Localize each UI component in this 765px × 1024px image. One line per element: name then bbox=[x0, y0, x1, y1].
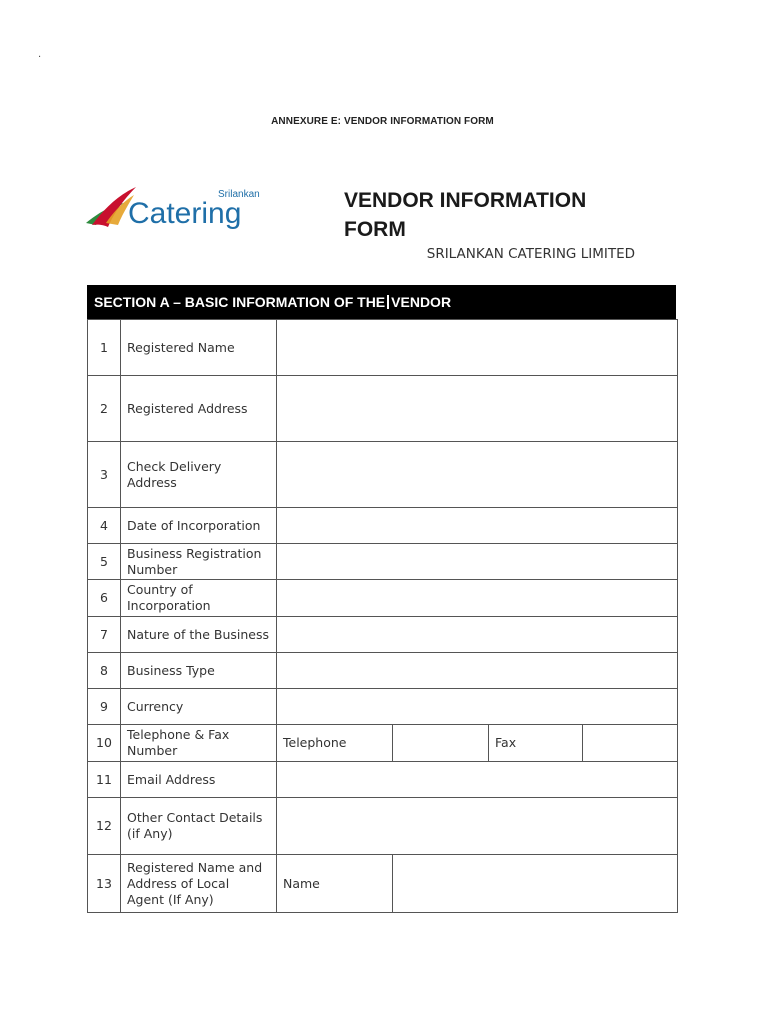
logo-small-text: Srilankan bbox=[218, 189, 260, 200]
agent-name-field[interactable] bbox=[393, 855, 678, 913]
business-type-field[interactable] bbox=[277, 653, 678, 689]
check-delivery-address-field[interactable] bbox=[277, 442, 678, 508]
email-address-field[interactable] bbox=[277, 762, 678, 798]
table-row bbox=[88, 798, 678, 855]
section-a-header bbox=[87, 285, 676, 319]
table-row bbox=[88, 442, 678, 508]
row-number: 9 bbox=[88, 689, 121, 725]
company-name: SRILANKAN CATERING LIMITED bbox=[426, 246, 635, 262]
page-mark: · bbox=[38, 52, 42, 63]
row-label: Check Delivery Address bbox=[121, 442, 277, 508]
row-number: 10 bbox=[88, 725, 121, 762]
currency-field[interactable] bbox=[277, 689, 678, 725]
registered-name-field[interactable] bbox=[277, 320, 678, 376]
row-label: Other Contact Details (if Any) bbox=[121, 798, 277, 855]
fax-label: Fax bbox=[489, 725, 583, 762]
form-title bbox=[344, 186, 624, 244]
business-registration-number-field[interactable] bbox=[277, 544, 678, 580]
other-contact-details-field[interactable] bbox=[277, 798, 678, 855]
table-row bbox=[88, 320, 678, 376]
row-number: 12 bbox=[88, 798, 121, 855]
row-label: Registered Name and Address of Local Agent (If Any) bbox=[121, 855, 277, 913]
table-row bbox=[88, 544, 678, 580]
row-number: 6 bbox=[88, 580, 121, 617]
row-label: Nature of the Business bbox=[121, 617, 277, 653]
row-label: Date of Incorporation bbox=[121, 508, 277, 544]
row-label: Email Address bbox=[121, 762, 277, 798]
row-number: 13 bbox=[88, 855, 121, 913]
registered-address-field[interactable] bbox=[277, 376, 678, 442]
row-label: Country of Incorporation bbox=[121, 580, 277, 617]
section-a-title-part1: SECTION A – BASIC INFORMATION OF THE bbox=[94, 294, 386, 310]
row-number: 3 bbox=[88, 442, 121, 508]
row-number: 11 bbox=[88, 762, 121, 798]
row-label: Currency bbox=[121, 689, 277, 725]
telephone-label: Telephone bbox=[277, 725, 393, 762]
vendor-info-table bbox=[87, 319, 678, 913]
table-row bbox=[88, 617, 678, 653]
srilankan-catering-logo bbox=[84, 183, 260, 233]
table-row bbox=[88, 376, 678, 442]
row-label: Registered Address bbox=[121, 376, 277, 442]
table-row bbox=[88, 689, 678, 725]
row-number: 2 bbox=[88, 376, 121, 442]
form-title-line1: VENDOR INFORMATION bbox=[344, 189, 587, 212]
table-row bbox=[88, 725, 678, 762]
table-row bbox=[88, 762, 678, 798]
nature-of-business-field[interactable] bbox=[277, 617, 678, 653]
row-label: Business Type bbox=[121, 653, 277, 689]
row-number: 1 bbox=[88, 320, 121, 376]
table-row bbox=[88, 855, 678, 913]
section-a-title-part2: VENDOR bbox=[391, 294, 452, 310]
row-label: Telephone & Fax Number bbox=[121, 725, 277, 762]
agent-name-label: Name bbox=[277, 855, 393, 913]
table-row bbox=[88, 508, 678, 544]
telephone-field[interactable] bbox=[393, 725, 489, 762]
annexure-title: ANNEXURE E: VENDOR INFORMATION FORM bbox=[271, 116, 494, 127]
row-number: 8 bbox=[88, 653, 121, 689]
row-number: 5 bbox=[88, 544, 121, 580]
row-number: 7 bbox=[88, 617, 121, 653]
text-cursor-mark bbox=[387, 295, 389, 309]
row-label: Business Registration Number bbox=[121, 544, 277, 580]
form-title-line2: FORM bbox=[344, 218, 406, 241]
date-of-incorporation-field[interactable] bbox=[277, 508, 678, 544]
logo-big-text: Catering bbox=[128, 197, 242, 230]
country-of-incorporation-field[interactable] bbox=[277, 580, 678, 617]
row-number: 4 bbox=[88, 508, 121, 544]
row-label: Registered Name bbox=[121, 320, 277, 376]
table-row bbox=[88, 653, 678, 689]
fax-field[interactable] bbox=[583, 725, 678, 762]
table-row bbox=[88, 580, 678, 617]
